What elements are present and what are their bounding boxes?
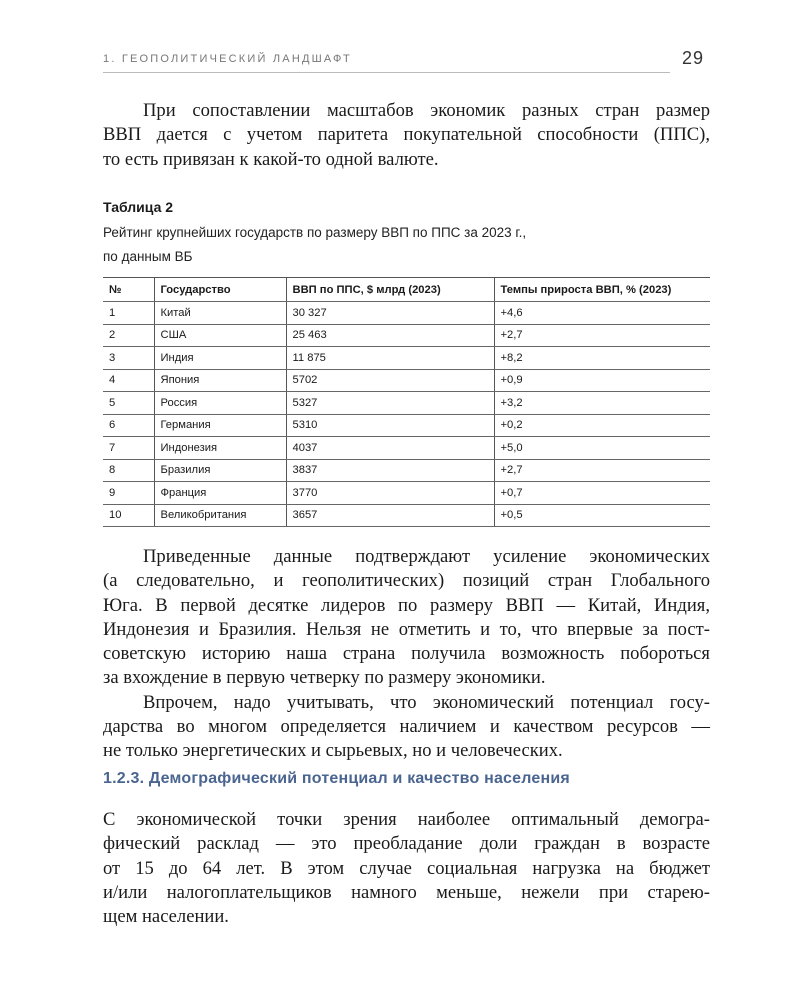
cell-gdp: 25 463 bbox=[286, 324, 494, 347]
cell-growth: +2,7 bbox=[494, 459, 710, 482]
cell-growth: +3,2 bbox=[494, 392, 710, 415]
table-row bbox=[103, 482, 710, 505]
paragraph-demography bbox=[103, 808, 710, 929]
cell-country: Индонезия bbox=[154, 437, 286, 460]
cell-growth: +0,7 bbox=[494, 482, 710, 505]
text-line: то есть привязан к какой-то одной валюте. bbox=[103, 148, 439, 170]
paragraph-analysis bbox=[103, 545, 710, 764]
text-line: При сопоставлении масштабов экономик разных стран размер bbox=[143, 100, 710, 121]
cell-number: 5 bbox=[103, 392, 154, 415]
cell-country: США bbox=[154, 324, 286, 347]
table-row bbox=[103, 459, 710, 482]
cell-growth: +0,5 bbox=[494, 504, 710, 527]
gdp-table bbox=[103, 277, 710, 527]
paragraph-intro bbox=[103, 99, 710, 172]
table-row bbox=[103, 437, 710, 460]
text-line: ВВП дается с учетом паритета покупательной способности (ППС), bbox=[103, 124, 710, 146]
cell-gdp: 3837 bbox=[286, 459, 494, 482]
cell-country: Германия bbox=[154, 414, 286, 437]
cell-country: Бразилия bbox=[154, 459, 286, 482]
cell-growth: +4,6 bbox=[494, 302, 710, 325]
header-divider bbox=[103, 72, 670, 73]
text-line: и/или налогоплательщиков намного меньше, нежели при старею- bbox=[103, 881, 710, 903]
table-row bbox=[103, 414, 710, 437]
table-subtitle bbox=[103, 221, 710, 269]
cell-number: 9 bbox=[103, 482, 154, 505]
cell-growth: +2,7 bbox=[494, 324, 710, 347]
table-row bbox=[103, 324, 710, 347]
cell-country: Япония bbox=[154, 369, 286, 392]
cell-number: 10 bbox=[103, 504, 154, 527]
cell-gdp: 3770 bbox=[286, 482, 494, 505]
col-header-country: Государство bbox=[154, 278, 286, 302]
cell-country: Франция bbox=[154, 482, 286, 505]
cell-gdp: 5310 bbox=[286, 414, 494, 437]
text-line: за вхождение в первую четверку по размеру экономики. bbox=[103, 667, 546, 689]
cell-growth: +0,2 bbox=[494, 414, 710, 437]
text-line: советскую историю наша страна получила возможность побороться bbox=[103, 643, 710, 665]
table-header-row bbox=[103, 278, 710, 302]
cell-country: Великобритания bbox=[154, 504, 286, 527]
col-header-gdp: ВВП по ППС, $ млрд (2023) bbox=[286, 278, 494, 302]
text-line: С экономической точки зрения наиболее оптимальный демогра- bbox=[103, 809, 710, 830]
cell-country: Китай bbox=[154, 302, 286, 325]
section-heading: 1.2.3. Демографический потенциал и качество населения bbox=[103, 770, 570, 787]
text-line: Приведенные данные подтверждают усиление экономических bbox=[143, 546, 710, 567]
cell-number: 7 bbox=[103, 437, 154, 460]
page-number: 29 bbox=[682, 48, 705, 68]
table-row bbox=[103, 369, 710, 392]
text-line: (а следовательно, и геополитических) позиций стран Глобального bbox=[103, 570, 710, 592]
table-title: Таблица 2 bbox=[103, 199, 174, 215]
cell-growth: +8,2 bbox=[494, 347, 710, 370]
cell-number: 6 bbox=[103, 414, 154, 437]
cell-gdp: 3657 bbox=[286, 504, 494, 527]
col-header-number: № bbox=[103, 278, 154, 302]
cell-gdp: 4037 bbox=[286, 437, 494, 460]
text-line: щем населении. bbox=[103, 906, 229, 928]
cell-country: Россия bbox=[154, 392, 286, 415]
table-row bbox=[103, 347, 710, 370]
cell-number: 1 bbox=[103, 302, 154, 325]
cell-number: 4 bbox=[103, 369, 154, 392]
cell-country: Индия bbox=[154, 347, 286, 370]
cell-growth: +0,9 bbox=[494, 369, 710, 392]
text-line: дарства во многом определяется наличием и качеством ресурсов — bbox=[103, 716, 710, 738]
text-line: не только энергетических и сырьевых, но и человеческих. bbox=[103, 740, 563, 762]
cell-gdp: 5327 bbox=[286, 392, 494, 415]
text-line: Юга. В первой десятке лидеров по размеру ВВП — Китай, Индия, bbox=[103, 594, 710, 616]
table-row bbox=[103, 302, 710, 325]
table-subtitle-line: по данным ВБ bbox=[103, 249, 193, 264]
table-row bbox=[103, 504, 710, 527]
text-line: фический расклад — это преобладание доли граждан в возрасте bbox=[103, 833, 710, 855]
running-header: 1. ГЕОПОЛИТИЧЕСКИЙ ЛАНДШАФТ bbox=[103, 53, 352, 65]
cell-gdp: 11 875 bbox=[286, 347, 494, 370]
text-line: от 15 до 64 лет. В этом случае социальная нагрузка на бюджет bbox=[103, 857, 710, 879]
cell-number: 3 bbox=[103, 347, 154, 370]
cell-number: 8 bbox=[103, 459, 154, 482]
text-line: Индонезия и Бразилия. Нельзя не отметить и то, что впервые за пост- bbox=[103, 618, 710, 640]
table-subtitle-line: Рейтинг крупнейших государств по размеру ВВП по ППС за 2023 г., bbox=[103, 225, 527, 240]
cell-gdp: 30 327 bbox=[286, 302, 494, 325]
col-header-growth: Темпы прироста ВВП, % (2023) bbox=[494, 278, 710, 302]
cell-growth: +5,0 bbox=[494, 437, 710, 460]
text-line: Впрочем, надо учитывать, что экономический потенциал госу- bbox=[143, 691, 710, 713]
table-row bbox=[103, 392, 710, 415]
cell-number: 2 bbox=[103, 324, 154, 347]
cell-gdp: 5702 bbox=[286, 369, 494, 392]
